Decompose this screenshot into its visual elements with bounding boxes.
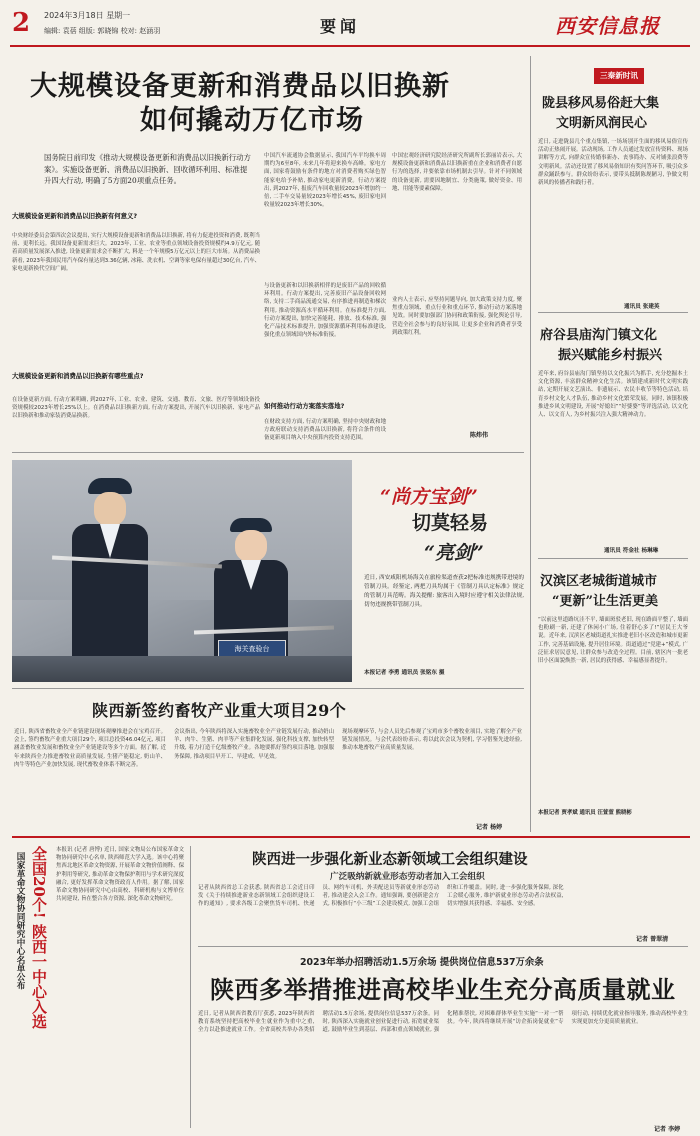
lead-col1b-text: 在设备更新方面, 行动方案明确, 到2027年, 工业、农业、建筑、交通、教育、文旅、医疗等领域设备投资规模较2023年增长25%以上。在消费品以旧换新方面, 行动方案提出, 开展汽车以旧换新、家电产品以旧换新和推动家装消费品换新。 (12, 397, 260, 420)
union-title: 陕西进一步强化新业态新领域工会组织建设 (252, 851, 528, 868)
page-number: 2 (12, 8, 31, 38)
photo-slogan-line3: “亮剑” (424, 542, 484, 564)
lead-bottom-rule (12, 452, 524, 453)
section-name: 要闻 (320, 17, 361, 36)
employment-body: 近日, 记者从陕西省教育厅获悉, 2023年陕西省教育系统坚持把高校毕业生就业作为重中之重, 全力以赴推进就业工作。全省高校共举办各类招聘活动1.5万余场, 提供岗位信息537万余条。同时, 陕西深入实施就业创业促进行动, 拓宽就业渠道, 鼓励毕业生到基层、西部和重点领域就业, 强化精准帮扶, 对困难群体毕业生实施“一对一”帮扶。今年, 陕西将继续开展“访企拓岗促就业”专项行动, 持续优化就业指导服务, 推动高校毕业生实现更加充分更高质量就业。 (198, 1011, 688, 1034)
lead-question-1: 大规模设备更新和消费品以旧换新有何意义? (12, 212, 138, 220)
employment-byline: 记者 李婷 (654, 1126, 681, 1133)
story2-body: 近年来, 府谷县庙沟门镇坚持以文化振兴为抓手, 充分挖掘本土文化资源, 丰富群众精神文化生活。该镇建成新时代文明实践站, 定期开展文艺演出、非遗展示、农民丰收节等特色活动, 培育乡村文化人才队伍, 推动乡村文化繁荣发展。同时, 该镇积极推进乡风文明建设, 开展“好媳妇”“好婆婆”等评选活动, 以文化人、以文育人, 为乡村振兴注入强大精神动力。 (538, 371, 688, 419)
photo-wall (12, 460, 352, 600)
lead-col2c-text: 在财政支持方面, 行动方案明确, 坚持中央财政和地方政府联动支持消费品以旧换新, 将符合条件的设备更新项目纳入中央预算内投资支持范围。 (264, 419, 386, 442)
story1-title-line1: 陇县移风易俗赶大集 (542, 96, 660, 111)
story1-body: 近日, 走进陇县几个重点集镇, 一场场别开生面的移风易俗宣传活动正热闹开展。活动现场, 工作人员通过发放宣传资料、现场讲解等方式, 向群众宣传婚事新办、丧事简办、反对铺张浪费等文明新风。活动还设置了移风易俗知识有奖问答环节, 吸引众多群众踊跃参与。群众纷纷表示, 要带头抵制陈规陋习, 争做文明新风的传播者和践行者。 (538, 139, 688, 187)
photo-credit: 本报记者 李勇 通讯员 张铭东 摄 (364, 670, 445, 676)
page-header (0, 0, 700, 44)
union-bottom-rule (198, 946, 688, 947)
photo-caption: 近日, 西安咸阳机场海关在旅检渠道查获2把标准违规携带进境的管制刀具。经鉴定, 两把刀具均属于《管制刀具认定标准》规定的管制刀具范畴。海关提醒: 旅客出入境时应遵守相关法律法规, 切勿违规携带管制刀具。 (364, 575, 524, 608)
lead-title-line1: 大规模设备更新和消费品以旧换新 (30, 71, 450, 102)
story2-credit: 通讯员 符金社 杨琳琳 (604, 548, 659, 554)
story2-bottom-rule (538, 558, 688, 559)
lead-intro: 国务院日前印发《推动大规模设备更新和消费品以旧换新行动方案》。实施设备更新、消费品以旧换新、回收循环利用、标准提升四大行动, 明确了5方面20项重点任务。 (44, 153, 251, 185)
photo-slogan-line1: “尚方宝剑” (380, 486, 478, 508)
story2-title-line2: 振兴赋能乡村振兴 (558, 348, 663, 363)
photo-bottom-rule (12, 688, 524, 689)
issue-date (44, 10, 130, 21)
lead-col3b-text: 业内人士表示, 应坚持问题导向, 加大政策支持力度, 聚焦重点领域、重点行业和重点环节, 推动行动方案落地见效。同时要加强部门协同和政策衔接, 强化舆论引导, 营造全社会参与的良好氛围, 让更多企业和消费者享受到政策红利。 (392, 297, 522, 336)
story3-title-line1: 汉滨区老城街道城市 (540, 574, 658, 589)
story1-title-line2: 文明新风润民心 (556, 116, 648, 131)
header-rule (10, 45, 690, 47)
inspection-sign-text: 海关查验台 (234, 645, 270, 653)
weekday-text: 星期一 (106, 11, 131, 20)
story1-credit: 通讯员 张建英 (624, 304, 660, 310)
vertical-title-main: 全国20个! 陕西一中心入选 (30, 846, 48, 1029)
story3-body: “以前这里道路坑洼不平, 墙面斑驳老旧, 现在路面平整了, 墙面也粉刷一新, 还建了休闲小广场, 住着舒心多了!”居民王大爷说。近年来, 汉滨区老城街道扎实推进老旧小区改造和城市更新工作, 完善基础设施, 提升居住环境。街道通过“党建+”模式, 广泛征求居民意见, 让群众参与改造全过程。目前, 辖区内一批老旧小区面貌焕然一新, 居民的获得感、幸福感显著提升。 (538, 617, 688, 665)
livestock-byline: 记者 杨婷 (476, 824, 503, 831)
editors-line: 编辑: 袁蓓 组版: 郭晓锦 校对: 赵涵羽 (44, 27, 161, 35)
date-text: 2024年3月18日 (44, 11, 104, 20)
lead-col3-text: 中国宏观经济研究院经济研究所副所长郭丽岩表示, 大规模设备更新和消费品以旧换新重在企业和消费者自愿行为的选择, 并要依靠市场机制去引导。针对不同领域的设备更新, 需要因地制宜、分类施策, 做好资金、用地、用能等要素保障。 (392, 153, 522, 192)
lead-col2-text: 中国汽车流通协会数据显示, 我国汽车平均换车周期约为6至8年, 未来几年将迎来换车高峰。家电方面, 国家将鼓励有条件的地方对消费者购买绿色智能家电给予补贴, 推动家电更新消费。行动方案提出, 到2027年, 报废汽车回收量较2023年增加约一倍, 二手车交易量较2023年增长45%, 废旧家电回收量较2023年增长30%。 (264, 153, 386, 209)
lead-title-line2: 如何撬动万亿市场 (140, 105, 364, 136)
officer-left-face (94, 492, 126, 526)
union-body: 记者从陕西省总工会获悉, 陕西省总工会近日印发《关于持续推进新业态新领域工会组织建设工作的通知》, 要求各级工会聚焦货车司机、快递员、网约车司机、外卖配送员等新就业形态劳动者, 推动建会入会工作。通知强调, 要创新建会方式, 积极推行“小三级”工会建设模式, 加强工会组织和工作覆盖。同时, 进一步强化服务保障, 深化工会暖心服务, 维护新就业形态劳动者合法权益, 切实增强其获得感、幸福感、安全感。 (198, 885, 564, 908)
officer-right-face (235, 530, 267, 562)
officer-left-figure (64, 478, 156, 678)
lead-byline: 陈炜伟 (470, 432, 489, 439)
story2-title-line1: 府谷县庙沟门镇文化 (540, 328, 658, 343)
lead-question-3: 如何推动行动方案落实落地? (264, 402, 345, 410)
story3-credit: 本报记者 贾孝斌 通讯员 汪萱萱 熊晓彬 (538, 810, 632, 816)
livestock-body-3: 现场观摩环节, 与会人员先后参观了宝鸡市多个畜牧业项目, 实地了解全产业链发展情况。与会代表纷纷表示, 将以此次会议为契机, 学习借鉴先进经验, 推动本地畜牧产业高质量发展。 (342, 729, 522, 752)
right-column-divider (530, 56, 531, 832)
employment-title: 陕西多举措推进高校毕业生充分高质量就业 (210, 975, 676, 1004)
employment-kicker: 2023年举办招聘活动1.5万余场 提供岗位信息537万余条 (300, 957, 544, 968)
customs-photo (12, 460, 352, 682)
lead-col1-text: 中央财经委员会第四次会议提出, 实行大规模设备更新和消费品以旧换新, 将有力促进投资和消费, 既利当前、更利长远。我国设备更新需求巨大。2023年, 工业、农业等重点领域设备投资规模约4.9万亿元, 随着高质量发展深入推进, 设备更新需求会不断扩大, 料是一个年规模5万亿元以上的巨大市场。从消费品换新看, 2023年我国民用汽车保有量达到3.36亿辆, 冰箱、洗衣机、空调等家电保有量超过30亿台, 汽车、家电更新换代空间广阔。 (12, 233, 260, 272)
middle-rule (12, 836, 690, 838)
lead-col2b-text: 与设备更新和以旧换新相伴的是废旧产品的回收循环利用。行动方案提出, 完善废旧产品设备回收网络, 支持二手商品流通交易, 有序推进再制造和梯次利用, 推动资源高水平循环利用。在标准提升方面, 行动方案提出, 加快完善能耗、排放、技术标准, 强化产品技术标准提升, 加强资源循环利用标准建设, 强化重点领域国内外标准衔接。 (264, 283, 386, 339)
story3-title-line2: “更新”让生活更美 (552, 594, 658, 609)
story1-bottom-rule (538, 312, 688, 313)
vertical-title-sub: 国家革命文物协同研究中心名单公布 (15, 852, 25, 990)
livestock-body-2: 会议指出, 今年陕西将深入实施畜牧业全产业链发展行动, 推动奶山羊、肉牛、生猪、肉羊等产业集群化发展, 强化科技支撑, 加快转型升级, 着力打造千亿级畜牧产业。各地要抓好签约项目落地, 加强服务保障, 推动项目早开工、早建成、早见效。 (174, 729, 334, 760)
masthead-logo: 西安信息报 (555, 14, 660, 38)
vertical-story-body: 本报讯 (记者 唐博) 近日, 国家文物局公布国家革命文物协同研究中心名单, 陕西师范大学入选。该中心将聚焦西北地区革命文物资源, 开展革命文物价值阐释、保护利用等研究, 推动革命文物保护利用与学术研究深度融合, 更好发挥革命文物资政育人作用。据了解, 国家革命文物协同研究中心由高校、科研机构与文博单位共同建设, 旨在整合各方资源, 深化革命文物研究。 (56, 847, 184, 903)
inspection-counter (12, 656, 352, 682)
photo-slogan-line2: 切莫轻易 (412, 512, 489, 534)
union-byline: 记者 曾翠清 (636, 936, 669, 943)
right-column-tag-text: 三秦新时讯 (600, 71, 638, 80)
union-subtitle: 广泛吸纳新就业形态劳动者加入工会组织 (330, 872, 485, 882)
livestock-body-1: 近日, 陕西省畜牧业全产业链建设现场观摩推进会在宝鸡召开。会上, 签约畜牧产业重大项目29个, 项目总投资46.04亿元, 项目涵盖畜牧业发展和畜牧业全产业链建设等多个方面。据了解, 近年来陕西全力推进畜牧业高质量发展, 生猪产能稳定, 奶山羊、肉牛等特色产业加快发展, 现代畜牧业体系不断完善。 (14, 729, 166, 768)
right-column-tag (594, 68, 644, 84)
vertical-divider (190, 846, 191, 1128)
lead-question-2: 大规模设备更新和消费品以旧换新有哪些重点? (12, 372, 144, 380)
livestock-title: 陕西新签约畜牧产业重大项目29个 (92, 701, 347, 720)
